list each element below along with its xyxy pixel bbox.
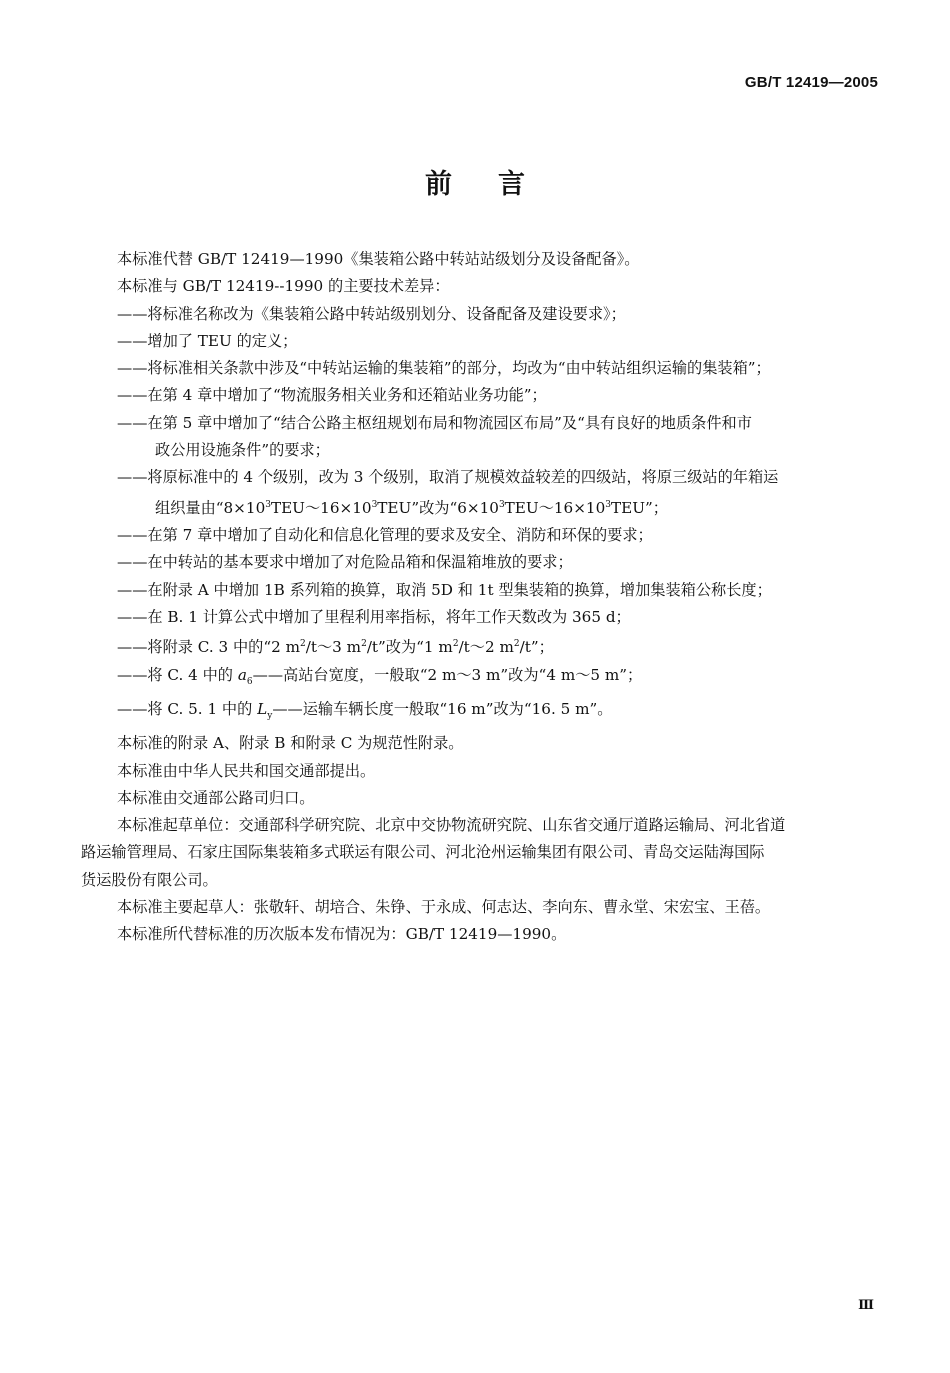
paragraph-replaces: 本标准代替 GB/T 12419—1990《集装箱公路中转站站级划分及设备配备》。	[117, 250, 640, 268]
text-segment: /t～2 m	[458, 638, 514, 657]
list-item-difference: ——在第 4 章中增加了“物流服务相关业务和还箱站业务功能”；	[117, 386, 547, 405]
text-segment: TEU”改为“6×10	[377, 498, 499, 517]
text-segment: 组织量由“8×10	[155, 498, 266, 517]
list-item-difference: ——将标准相关条款中涉及“中转站运输的集装箱”的部分，均改为“由中转站组织运输的集装箱”；	[117, 359, 771, 378]
superscript: 2	[300, 639, 306, 650]
list-item-difference-continuation: 政公用设施条件”的要求；	[155, 441, 330, 460]
list-item-difference	[117, 662, 881, 696]
text-segment: ——高站台宽度，一般取“2 m～3 m”改为“4 m～5 m”；	[252, 665, 643, 684]
subscript: y	[267, 710, 273, 721]
paragraph-centralized-by: 本标准由交通部公路司归口。	[117, 788, 315, 807]
list-item-difference: ——在第 7 章中增加了自动化和信息化管理的要求及安全、消防和环保的要求；	[117, 526, 653, 545]
paragraph-drafting-units-continuation: 路运输管理局、石家庄国际集装箱多式联运有限公司、河北沧州运输集团有限公司、青岛交运陆海国际	[81, 843, 765, 862]
text-segment: TEU”；	[611, 498, 668, 517]
text-segment: ——运输车辆长度一般取“16 m”改为“16. 5 m”。	[272, 699, 613, 718]
superscript: 3	[265, 499, 271, 510]
text-segment: /t～3 m	[305, 638, 362, 657]
page-title: 前言	[425, 169, 571, 200]
list-item-difference-continuation	[117, 492, 881, 522]
text-segment: /t”；	[519, 638, 554, 657]
list-item-difference	[117, 696, 881, 730]
text-segment: ——将附录 C. 3 中的“2 m	[117, 638, 301, 657]
text-segment: ——将 C. 5. 1 中的	[117, 699, 258, 718]
superscript: 2	[361, 639, 367, 650]
superscript: 3	[498, 499, 505, 510]
paragraph-drafters: 本标准主要起草人：张敬轩、胡培合、朱铮、于永成、何志达、李向东、曹永堂、宋宏宝、王蓓。	[117, 898, 771, 917]
list-item-difference: ——将原标准中的 4 个级别，改为 3 个级别，取消了规模效益较差的四级站，将原三级站的年箱运	[117, 468, 779, 487]
list-item-difference	[117, 631, 881, 661]
superscript: 2	[513, 639, 520, 650]
superscript: 3	[605, 499, 611, 510]
variable: a	[237, 665, 247, 684]
paragraph-differences-intro: 本标准与 GB/T 12419--1990 的主要技术差异：	[117, 277, 450, 296]
list-item-difference: ——在第 5 章中增加了“结合公路主枢纽规划布局和物流园区布局”及“具有良好的地质条件和市	[117, 413, 752, 432]
variable: L	[257, 699, 268, 718]
paragraph-proposed-by: 本标准由中华人民共和国交通部提出。	[117, 761, 376, 780]
text-segment: ——将 C. 4 中的	[117, 665, 238, 684]
document-body	[81, 246, 881, 949]
page-number: Ⅲ	[858, 1298, 874, 1313]
list-item-difference: ——将标准名称改为《集装箱公路中转站级别划分、设备配备及建设要求》；	[117, 304, 626, 323]
list-item-difference: ——增加了 TEU 的定义；	[117, 331, 298, 350]
superscript: 3	[371, 499, 378, 510]
list-item-difference: ——在中转站的基本要求中增加了对危险品箱和保温箱堆放的要求；	[117, 553, 573, 572]
superscript: 2	[452, 639, 459, 650]
list-item-difference: ——在附录 A 中增加 1B 系列箱的换算，取消 5D 和 1t 型集装箱的换算，增加集装箱公称长度；	[117, 580, 772, 599]
paragraph-previous-editions: 本标准所代替标准的历次版本发布情况为：GB/T 12419—1990。	[117, 925, 567, 944]
list-item-difference: ——在 B. 1 计算公式中增加了里程利用率指标，将年工作天数改为 365 d；	[117, 607, 631, 626]
standard-number: GB/T 12419—2005	[744, 74, 878, 91]
paragraph-drafting-units: 本标准起草单位：交通部科学研究院、北京中交协物流研究院、山东省交通厅道路运输局、河北省道	[117, 816, 786, 835]
paragraph-drafting-units-continuation: 货运股份有限公司。	[81, 870, 218, 889]
subscript: 6	[246, 676, 253, 687]
text-segment: /t”改为“1 m	[366, 638, 453, 657]
text-segment: TEU～16×10	[504, 498, 606, 517]
paragraph-annexes: 本标准的附录 A、附录 B 和附录 C 为规范性附录。	[117, 734, 464, 753]
text-segment: TEU～16×10	[270, 498, 372, 517]
